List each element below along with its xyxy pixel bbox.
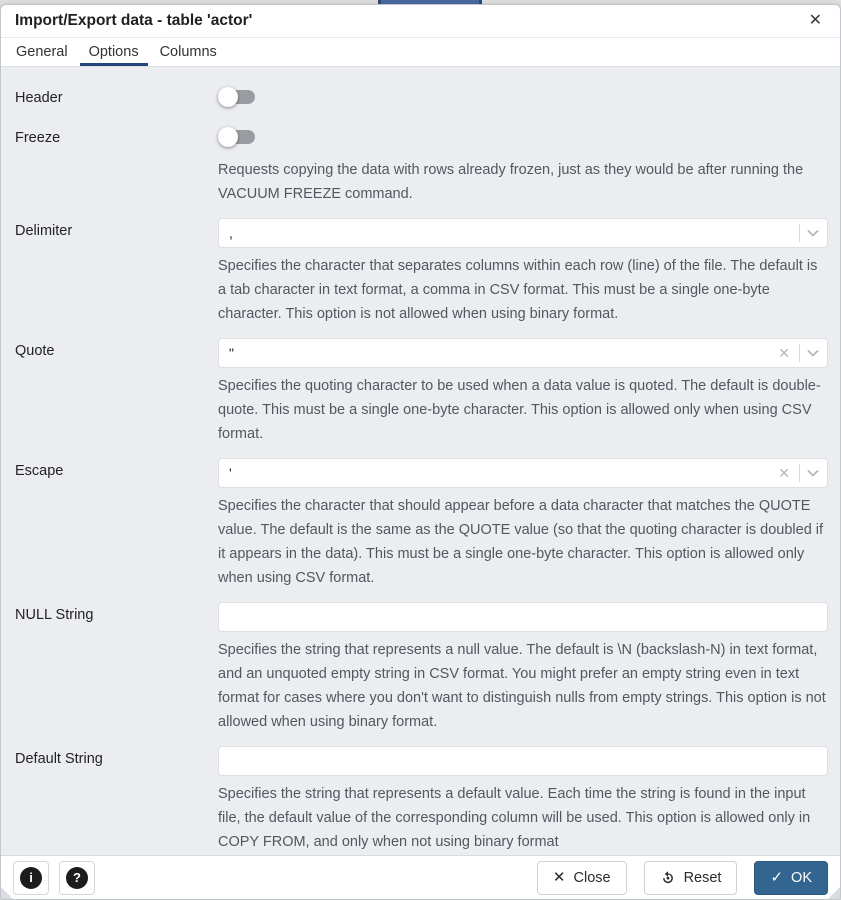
dialog-close-icon[interactable]: ✕ (808, 12, 822, 29)
header-label: Header (15, 90, 63, 106)
toggle-knob (218, 87, 238, 107)
header-toggle[interactable] (218, 87, 256, 107)
escape-select[interactable] (218, 458, 828, 488)
default-string-description: Specifies the string that represents a default value. Each time the string is found in the input file, the default value of the corresponding column will be used. This option is allowed only in COPY FROM, and only when not using binary format (218, 786, 811, 850)
ok-button-label: OK (791, 869, 812, 886)
delimiter-select[interactable] (218, 218, 828, 248)
delimiter-value: , (229, 225, 233, 241)
null-string-description: Specifies the string that represents a null value. The default is \N (backslash-N) in text format, and an unquoted empty string in CSV format. You might prefer an empty string even in text format for cases where you don't want to distinguish nulls from empty strings. This option is not allowed when using binary format. (218, 642, 826, 730)
quote-description: Specifies the quoting character to be used when a data value is quoted. The default is double-quote. This must be a single one-byte character. This option is allowed only when using CSV format. (218, 378, 821, 442)
null-string-label: NULL String (15, 607, 94, 623)
select-separator (799, 344, 800, 362)
tab-columns[interactable]: Columns (159, 44, 217, 60)
dialog-footer (1, 855, 840, 899)
close-icon: ✕ (552, 869, 566, 886)
help-button[interactable] (59, 861, 95, 895)
help-icon: ? (66, 867, 88, 889)
freeze-label: Freeze (15, 130, 61, 146)
clear-icon[interactable]: ✕ (778, 465, 790, 481)
reset-button-label: Reset (683, 869, 722, 886)
reset-button[interactable] (644, 861, 738, 895)
tab-options[interactable]: Options (80, 38, 148, 66)
dialog-title: Import/Export data - table 'actor' (15, 12, 253, 29)
info-icon: i (20, 867, 42, 889)
options-panel (1, 67, 840, 855)
delimiter-description: Specifies the character that separates columns within each row (line) of the file. The default is a tab character in text format, a comma in CSV format. This must be a single one-byte character. This option is not allowed when using binary format. (218, 258, 818, 322)
escape-description: Specifies the character that should appear before a data character that matches the QUOTE value. The default is the same as the QUOTE value (so that the quoting character is doubled if it appears in the data). This must be a single one-byte character. This option is allowed only when using CSV format. (218, 498, 824, 586)
default-string-input[interactable] (218, 746, 828, 776)
escape-label: Escape (15, 463, 64, 479)
close-button-label: Close (573, 869, 611, 886)
tab-general[interactable]: General (16, 44, 68, 60)
sql-info-button[interactable] (13, 861, 49, 895)
chevron-down-icon[interactable] (807, 229, 819, 237)
close-button[interactable] (537, 861, 627, 895)
dialog-titlebar (1, 5, 840, 38)
quote-label: Quote (15, 343, 55, 359)
quote-value: " (229, 345, 234, 361)
escape-value: ' (229, 465, 232, 481)
resize-grip-left[interactable] (1, 887, 13, 899)
reset-icon (660, 870, 676, 886)
resize-grip-right[interactable] (828, 887, 840, 899)
chevron-down-icon[interactable] (807, 469, 819, 477)
delimiter-label: Delimiter (15, 223, 73, 239)
freeze-toggle[interactable] (218, 127, 256, 147)
dialog-tabbar (1, 38, 840, 67)
clear-icon[interactable]: ✕ (778, 345, 790, 361)
freeze-description: Requests copying the data with rows already frozen, just as they would be after running the VACUUM FREEZE command. (218, 162, 804, 202)
import-export-dialog (0, 4, 841, 900)
default-string-label: Default String (15, 751, 103, 767)
null-string-input[interactable] (218, 602, 828, 632)
check-icon: ✓ (770, 869, 784, 886)
quote-select[interactable] (218, 338, 828, 368)
select-separator (799, 464, 800, 482)
chevron-down-icon[interactable] (807, 349, 819, 357)
ok-button[interactable] (754, 861, 828, 895)
select-separator (799, 224, 800, 242)
toggle-knob (218, 127, 238, 147)
